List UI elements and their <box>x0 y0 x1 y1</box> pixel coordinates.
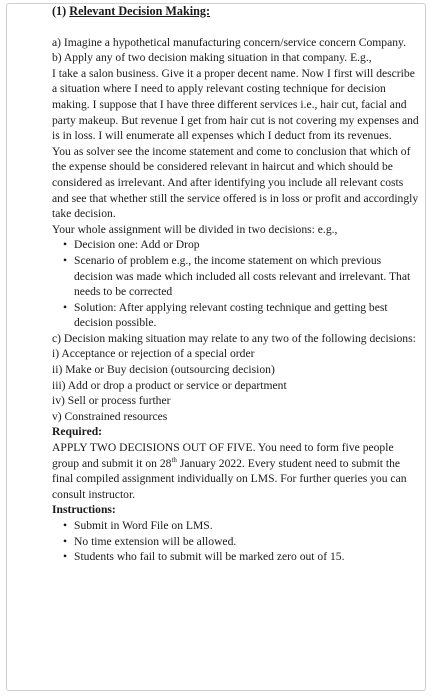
spacer <box>52 20 420 35</box>
assignment-bullet-list <box>52 237 420 331</box>
required-heading: Required: <box>52 425 103 439</box>
paragraph-solver: You as solver see the income statement and come to conclusion that which of the expense should be considered relevant in haircut and which should be considered as irrelevant. And after identifying you include all relevant costs and see that whether still the service offered is in loss or profit and accordingly take decision. <box>52 144 419 221</box>
required-text-start: APPLY TWO DECISIONS OUT OF FIVE. You need to form five people group and submit it on 28 <box>52 441 394 470</box>
instructions-bullet-list <box>52 518 420 565</box>
paragraph-c: c) Decision making situation may relate to any two of the following decisions: <box>52 331 416 345</box>
list-item: • Solution: After applying relevant costing technique and getting best decision possible. <box>52 300 420 331</box>
paragraph-assignment: Your whole assignment will be divided in two decisions: e.g., <box>52 222 338 236</box>
required-paragraph <box>52 440 420 502</box>
section-number: (1) <box>52 4 70 18</box>
section-heading <box>52 4 420 20</box>
list-item: • No time extension will be allowed. <box>52 534 420 550</box>
required-text-end: January 2022. Every student need to submit the final compiled assignment individually on LMS. For further queries you can consult instructor. <box>52 456 407 501</box>
decision-item: ii) Make or Buy decision (outsourcing decision) <box>52 363 275 377</box>
section-title: Relevant Decision Making: <box>69 4 211 18</box>
paragraph-b: b) Apply any of two decision making situation in that company. E.g., <box>52 51 372 65</box>
document-body <box>52 4 420 565</box>
decision-item: i) Acceptance or rejection of a special order <box>52 347 255 361</box>
instructions-heading: Instructions: <box>52 503 116 517</box>
paragraph-salon-example: I take a salon business. Give it a proper decent name. Now I first will describe a situation where I need to apply relevant costing technique for decision making. I suppose that I have three different services i.e., hair cut, facial and party makeup. But revenue I get from hair cut is not covering my expenses and is in loss. I will enumerate all expenses which I deduct from its revenues. <box>52 66 419 143</box>
decision-item: v) Constrained resources <box>52 409 168 423</box>
decision-item: iv) Sell or process further <box>52 394 171 408</box>
list-item: • Decision one: Add or Drop <box>52 237 420 253</box>
list-item: • Submit in Word File on LMS. <box>52 518 420 534</box>
list-item: • Scenario of problem e.g., the income statement on which previous decision was made which included all costs relevant and irrelevant. That needs to be corrected <box>52 253 420 300</box>
paragraph-a: a) Imagine a hypothetical manufacturing concern/service concern Company. <box>52 35 406 49</box>
list-item: • Students who fail to submit will be marked zero out of 15. <box>52 549 420 565</box>
decision-item: iii) Add or drop a product or service or department <box>52 378 287 392</box>
date-ordinal-suffix: th <box>171 455 177 464</box>
